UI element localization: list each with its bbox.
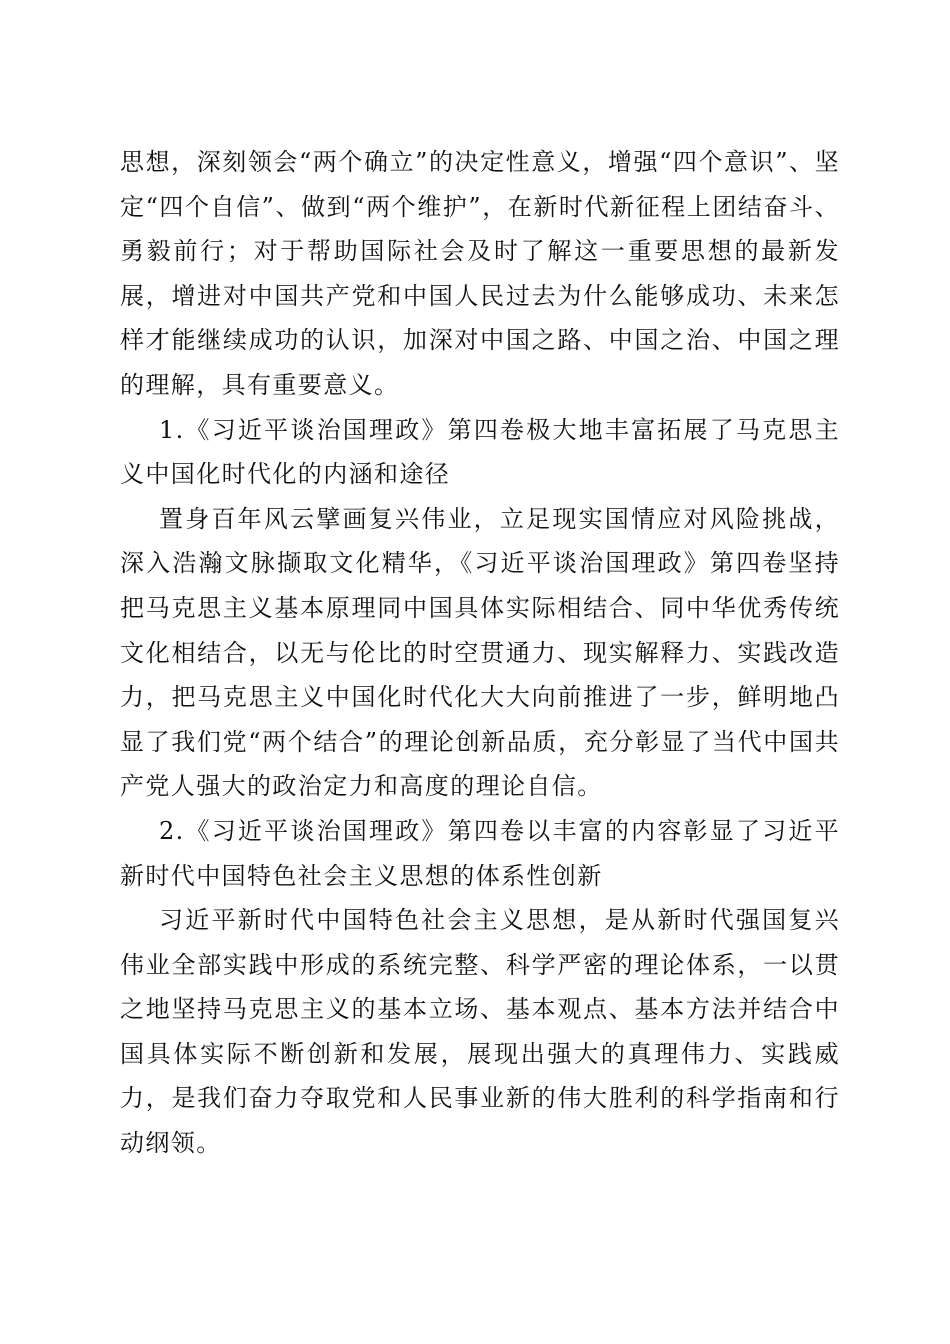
- section-heading-2: 2.《习近平谈治国理政》第四卷以丰富的内容彰显了习近平新时代中国特色社会主义思想的体系性创新: [120, 816, 840, 890]
- paragraph-section-1: 置身百年风云擘画复兴伟业，立足现实国情应对风险挑战，深入浩瀚文脉撷取文化精华，《习近平谈治国理政》第四卷坚持把马克思主义基本原理同中国具体实际相结合、同中华优秀传统文化相结合，以无与伦比的时空贯通力、现实解释力、实践改造力，把马克思主义中国化时代化大大向前推进了一步，鲜明地凸显了我们党“两个结合”的理论创新品质，充分彰显了当代中国共产党人强大的政治定力和高度的理论自信。: [120, 504, 840, 801]
- paragraph-continuation: 思想，深刻领会“两个确立”的决定性意义，增强“四个意识”、坚定“四个自信”、做到“两个维护”，在新时代新征程上团结奋斗、勇毅前行；对于帮助国际社会及时了解这一重要思想的最新发展，增进对中国共产党和中国人民过去为什么能够成功、未来怎样才能继续成功的认识，加深对中国之路、中国之治、中国之理的理解，具有重要意义。: [120, 148, 840, 399]
- document-body: [120, 140, 840, 1166]
- paragraph-section-2: 习近平新时代中国特色社会主义思想，是从新时代强国复兴伟业全部实践中形成的系统完整、科学严密的理论体系，一以贯之地坚持马克思主义的基本立场、基本观点、基本方法并结合中国具体实际不断创新和发展，展现出强大的真理伟力、实践威力，是我们奋力夺取党和人民事业新的伟大胜利的科学指南和行动纲领。: [120, 906, 840, 1158]
- section-heading-1: 1.《习近平谈治国理政》第四卷极大地丰富拓展了马克思主义中国化时代化的内涵和途径: [120, 415, 840, 489]
